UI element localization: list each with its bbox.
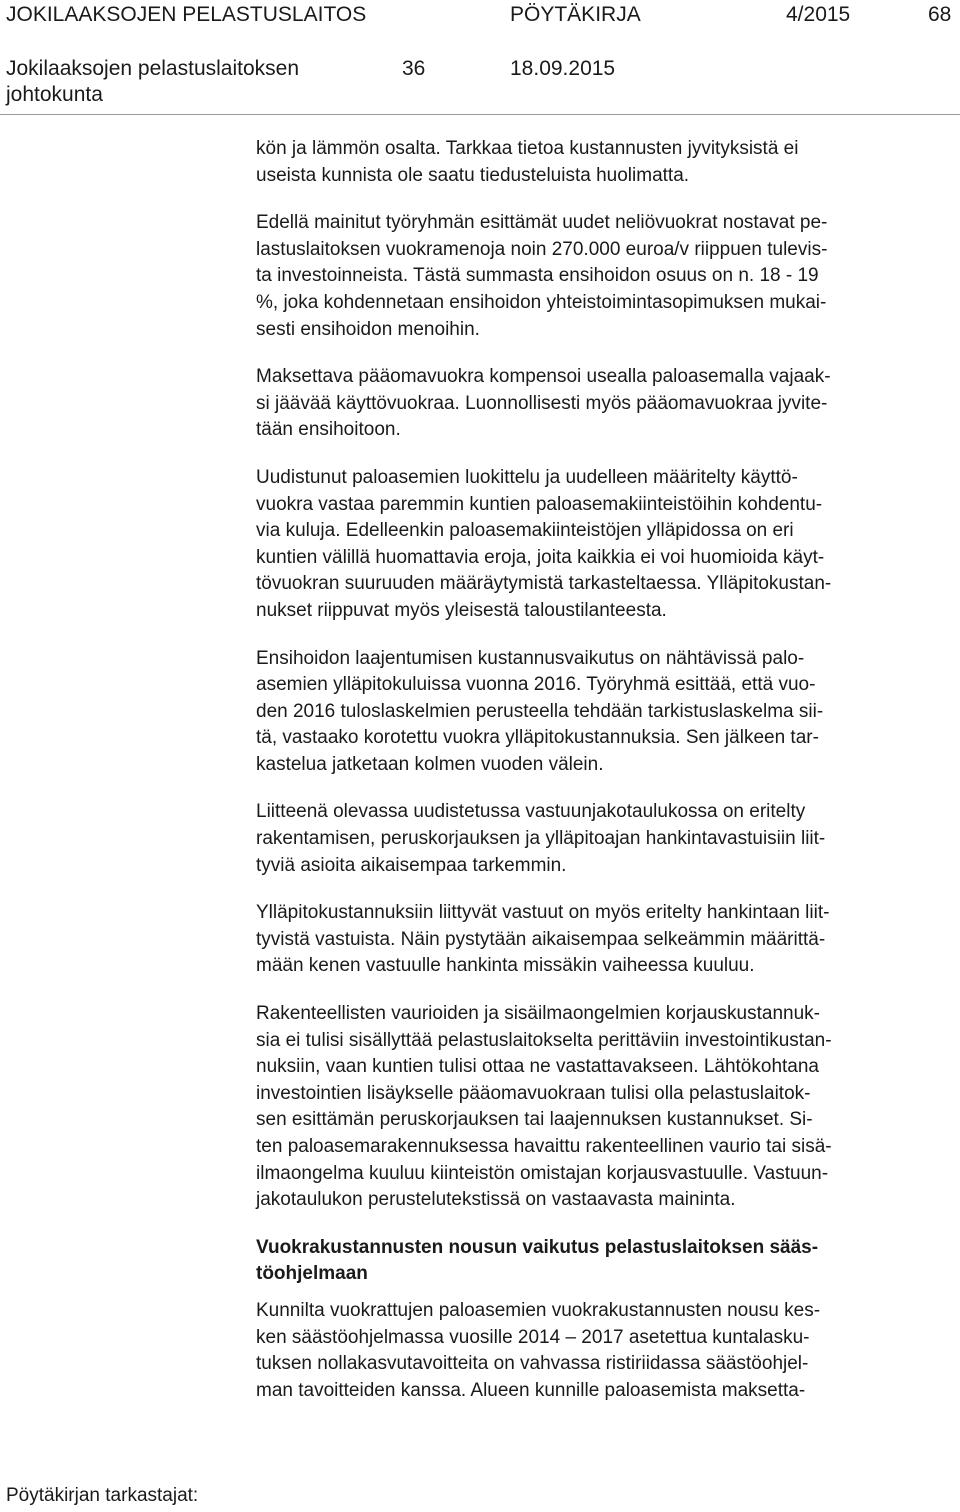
text-line: tövuokran suuruuden määräytymistä tarkasteltaessa. Ylläpitokustan-: [256, 573, 832, 595]
section-heading: [256, 1235, 956, 1288]
text-line: ta investoinneista. Tästä summasta ensihoidon osuus on n. 18 - 19: [256, 265, 819, 287]
text-line: ken säästöohjelmassa vuosille 2014 – 2017 asetettua kuntalasku-: [256, 1326, 810, 1348]
text-line: useista kunnista ole saatu tiedusteluista huolimatta.: [256, 164, 690, 186]
paragraph: [256, 1001, 956, 1214]
text-line: mään kenen vastuulle hankinta missäkin vaiheessa kuuluu.: [256, 955, 755, 977]
header-divider: [0, 114, 960, 115]
paragraph: [256, 646, 956, 779]
text-line: tään ensihoitoon.: [256, 419, 401, 441]
text-line: sen esittämän peruskorjauksen tai laajennuksen kustannukset. Si-: [256, 1109, 813, 1131]
text-line: Edellä mainitut työryhmän esittämät uudet neliövuokrat nostavat pe-: [256, 212, 828, 234]
text-line: nuksiin, vaan kuntien tulisi ottaa ne vastattavakseen. Lähtökohtana: [256, 1056, 819, 1078]
paragraph: [256, 210, 956, 343]
text-line: kastelua jatketaan kolmen vuoden välein.: [256, 753, 604, 775]
text-line: Uudistunut paloasemien luokittelu ja uudelleen määritelty käyttö-: [256, 466, 798, 488]
page-number: 68: [928, 3, 952, 26]
text-line: Ensihoidon laajentumisen kustannusvaikutus on nähtävissä palo-: [256, 647, 805, 669]
text-line: tuksen nollakasvutavoitteita on vahvassa ristiriidassa säästöohjel-: [256, 1353, 809, 1375]
paragraph: [256, 1298, 956, 1404]
text-line: Rakenteellisten vaurioiden ja sisäilmaongelmien korjauskustannuk-: [256, 1003, 820, 1025]
document-body: [256, 136, 956, 1425]
body-name-line-1: Jokilaaksojen pelastuslaitoksen: [6, 57, 300, 80]
section-number: 36: [402, 57, 426, 80]
meeting-date: 18.09.2015: [510, 57, 616, 80]
text-line: kön ja lämmön osalta. Tarkkaa tietoa kustannusten jyvityksistä ei: [256, 138, 799, 159]
text-line: rakentamisen, peruskorjauksen ja ylläpitoajan hankintavastuisiin liit-: [256, 828, 826, 850]
text-line: vuokra vastaa paremmin kuntien paloasemakiinteistöihin kohdentu-: [256, 493, 823, 515]
paragraph: [256, 799, 956, 879]
text-line: den 2016 tuloslaskelmien perusteella tehdään tarkistuslaskelma sii-: [256, 700, 824, 722]
heading-line: töohjelmaan: [256, 1263, 368, 1285]
organization-name: JOKILAAKSOJEN PELASTUSLAITOS: [6, 3, 367, 26]
minutes-reviewers-label: Pöytäkirjan tarkastajat:: [6, 1485, 199, 1506]
body-name-line-2: johtokunta: [6, 83, 103, 106]
text-line: %, joka kohdennetaan ensihoidon yhteistoimintasopimuksen mukai-: [256, 291, 827, 313]
text-line: si jäävää käyttövuokraa. Luonnollisesti myös pääomavuokraa jyvite-: [256, 392, 828, 414]
text-line: Kunnilta vuokrattujen paloasemien vuokrakustannusten nousu kes-: [256, 1299, 821, 1321]
text-line: man tavoitteiden kanssa. Alueen kunnille paloasemista maksetta-: [256, 1379, 806, 1401]
text-line: lastuslaitoksen vuokramenoja noin 270.000 euroa/v riippuen tulevis-: [256, 238, 828, 260]
text-line: kuntien välillä huomattavia eroja, joita kaikkia ei voi huomioida käyt-: [256, 546, 825, 568]
document-issue: 4/2015: [786, 3, 851, 26]
text-line: tyviä asioita aikaisempaa tarkemmin.: [256, 854, 567, 876]
text-line: tä, vastaako korotettu vuokra ylläpitokustannuksia. Sen jälkeen tar-: [256, 727, 819, 749]
paragraph: [256, 900, 956, 980]
paragraph: [256, 364, 956, 444]
text-line: Liitteenä olevassa uudistetussa vastuunjakotaulukossa on eritelty: [256, 801, 806, 823]
text-line: ilmaongelma kuuluu kiinteistön omistajan korjausvastuulle. Vastuun-: [256, 1162, 829, 1184]
paragraph: [256, 465, 956, 625]
text-line: investointien lisäykselle pääomavuokraan tulisi olla pelastuslaitok-: [256, 1082, 811, 1104]
paragraph: [256, 136, 956, 189]
document-type: PÖYTÄKIRJA: [510, 3, 641, 26]
text-line: via kuluja. Edelleenkin paloasemakiinteistöjen ylläpidossa on eri: [256, 520, 794, 542]
text-line: nukset riippuvat myös yleisestä taloustilanteesta.: [256, 599, 667, 621]
text-line: jakotaulukon perustelutekstissä on vastaavasta maininta.: [256, 1189, 736, 1211]
heading-line: Vuokrakustannusten nousun vaikutus pelastuslaitoksen sääs-: [256, 1236, 819, 1258]
text-line: ten paloasemarakennuksessa havaittu rakenteellinen vaurio tai sisä-: [256, 1136, 832, 1157]
text-line: asemien ylläpitokuluissa vuonna 2016. Työryhmä esittää, että vuo-: [256, 674, 816, 696]
text-line: sesti ensihoidon menoihin.: [256, 318, 480, 340]
text-line: sia ei tulisi sisällyttää pelastuslaitokselta perittäviin investointikustan-: [256, 1029, 832, 1051]
text-line: Maksettava pääomavuokra kompensoi usealla paloasemalla vajaak-: [256, 366, 831, 388]
text-line: tyvistä vastuista. Näin pystytään aikaisempaa selkeämmin määrittä-: [256, 928, 826, 950]
text-line: Ylläpitokustannuksiin liittyvät vastuut on myös eritelty hankintaan liit-: [256, 902, 830, 924]
